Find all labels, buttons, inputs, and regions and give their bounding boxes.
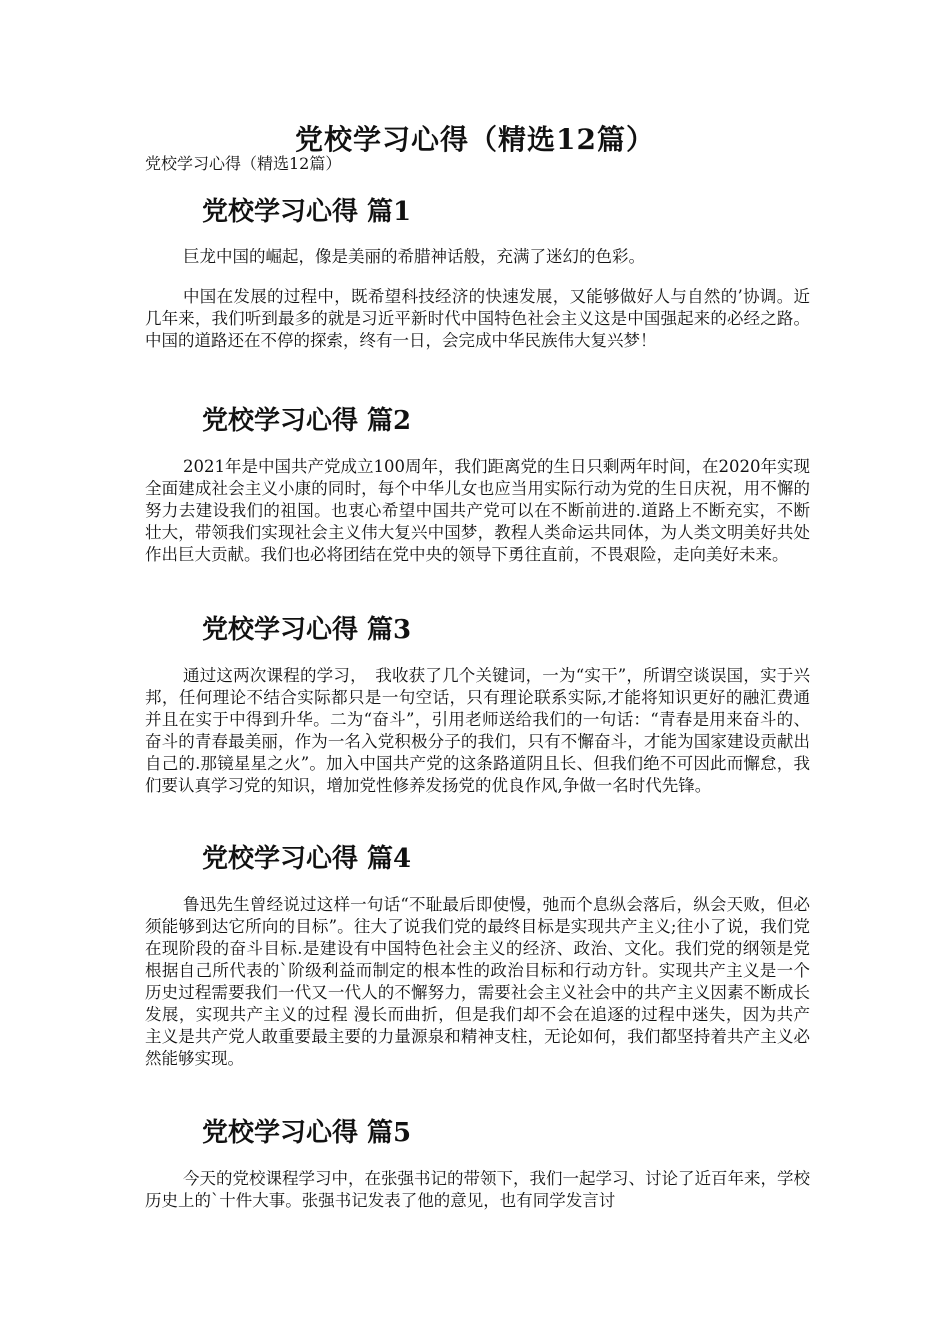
section-4 bbox=[145, 841, 810, 1070]
section-3 bbox=[145, 612, 810, 797]
document-title: 党校学习心得（精选12篇） bbox=[295, 123, 655, 156]
section-5 bbox=[145, 1115, 810, 1212]
section-1 bbox=[145, 194, 810, 352]
section-paragraph: 鲁迅先生曾经说过这样一句话“不耻最后即使慢，弛而个息纵会落后，纵会天败，但必须能够到达它所向的目标”。往大了说我们党的最终目标是实现共产主义;往小了说，我们党在现阶段的奋斗目标.是建设有中国特色社会主义的经济、政治、文化。我们党的纲领是党根据自己所代表的`阶级利益而制定的根本性的政治目标和行动方针。实现共产主义是一个历史过程需要我们一代又一代人的不懈努力，需要社会主义社会中的共产主义因素不断成长发展，实现共产主义的过程 漫长而曲折，但是我们却不会在追逐的过程中迷失，因为共产主义是共产党人敢重要最主要的力量源泉和精神支柱，无论如何，我们都坚持着共产主义必然能够实现。 bbox=[145, 895, 810, 1068]
section-heading: 党校学习心得 篇1 bbox=[202, 197, 412, 227]
section-paragraph: 2021年是中国共产党成立100周年，我们距离党的生日只剩两年时间，在2020年实现全面建成社会主义小康的同时，每个中华儿女也应当用实际行动为党的生日庆祝，用不懈的努力去建设我们的祖国。也衷心希望中国共产党可以在不断前进的.道路上不断充实，不断壮大，带领我们实现社会主义伟大复兴中国梦，教程人类命运共同体，为人类文明美好共处作出巨大贡献。我们也必将团结在党中央的领导下勇往直前，不畏艰险，走向美好未来。 bbox=[145, 457, 810, 564]
section-heading: 党校学习心得 篇2 bbox=[202, 406, 412, 436]
section-paragraph: 中国在发展的过程中，既希望科技经济的快速发展，又能够做好人与自然的’协调。近几年来，我们听到最多的就是习近平新时代中国特色社会主义这是中国强起来的必经之路。中国的道路还在不停的探索，终有一日，会完成中华民族伟大复兴梦！ bbox=[145, 287, 810, 350]
section-2 bbox=[145, 403, 810, 566]
section-paragraph: 今天的党校课程学习中，在张强书记的带领下，我们一起学习、讨论了近百年来，学校历史上的`十件大事。张强书记发表了他的意见，也有同学发言讨 bbox=[145, 1169, 810, 1210]
section-paragraph: 通过这两次课程的学习， 我收获了几个关键词，一为“实干”，所谓空谈误国，实于兴邦，任何理论不结合实际都只是一句空话，只有理论联系实际,才能将知识更好的融汇费通并且在实于中得到升华。二为“奋斗”，引用老师送给我们的一句话：“青春是用来奋斗的、奋斗的青春最美丽，作为一名入党积极分子的我们，只有不懈奋斗，才能为国家建设贡献出自己的.那镜星星之火”。加入中国共产党的这条路道阴且长、但我们绝不可因此而懈怠，我们要认真学习党的知识，增加党性修养发扬党的优良作风,争做一名时代先锋。 bbox=[145, 666, 810, 795]
section-heading: 党校学习心得 篇3 bbox=[202, 615, 412, 645]
section-paragraph: 巨龙中国的崛起，像是美丽的希腊神话般，充满了迷幻的色彩。 bbox=[183, 247, 645, 266]
document-subtitle: 党校学习心得（精选12篇） bbox=[145, 154, 342, 173]
section-heading: 党校学习心得 篇5 bbox=[202, 1118, 412, 1148]
section-heading: 党校学习心得 篇4 bbox=[202, 844, 412, 874]
